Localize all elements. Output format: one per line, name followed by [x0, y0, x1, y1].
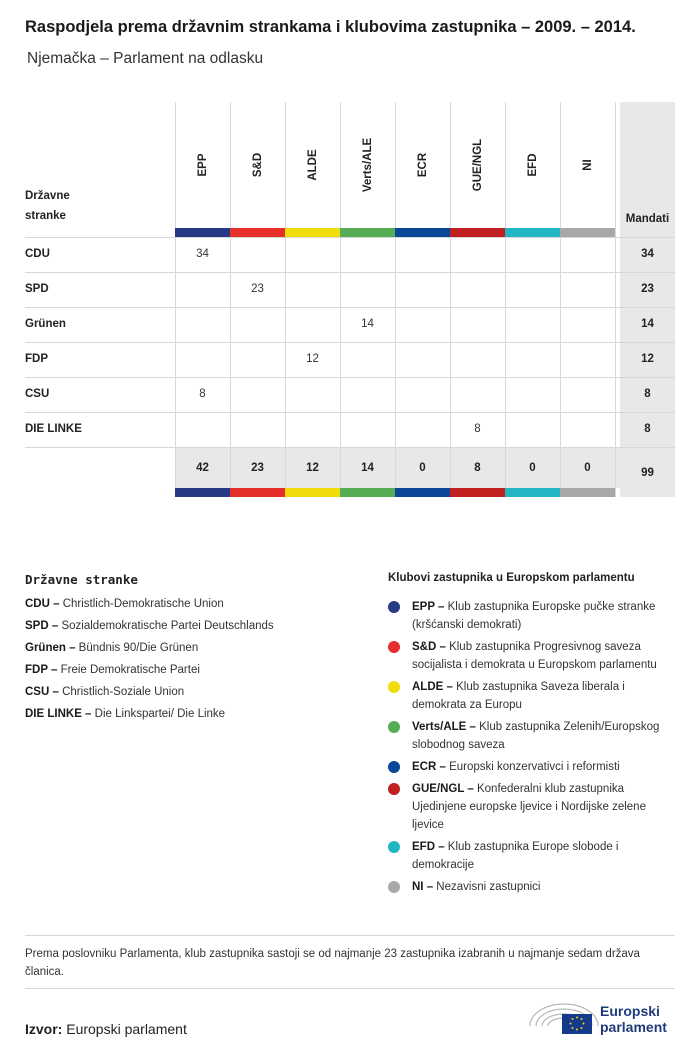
column-header: ALDE: [306, 149, 319, 181]
table-cell: [450, 342, 505, 377]
party-legend-item: DIE LINKE – Die Linkspartei/ Die Linke: [25, 708, 226, 720]
table-cell: [230, 377, 285, 412]
table-cell: [450, 307, 505, 342]
table-cell: 8: [474, 423, 481, 435]
group-color-stripe: [450, 228, 505, 237]
table-cell: [395, 412, 450, 447]
group-legend-title: Klubovi zastupnika u Europskom parlamentu: [388, 572, 635, 584]
group-color-dot-icon: [388, 601, 400, 613]
group-color-stripe: [230, 228, 285, 237]
party-legend-item: FDP – Freie Demokratische Partei: [25, 664, 200, 676]
table-cell: [560, 307, 615, 342]
page-subtitle: Njemačka – Parlament na odlasku: [27, 50, 264, 67]
total-mandati-cell: 99: [641, 467, 654, 479]
table-cell: [285, 307, 340, 342]
table-cell: [505, 307, 560, 342]
table-cell: [230, 412, 285, 447]
table-cell: [450, 272, 505, 307]
footnote: Prema poslovniku Parlamenta, klub zastupnika sastoji se od najmanje 23 zastupnika izabranih u najmanje sedam država članica.: [25, 948, 640, 978]
table-cell: 8: [199, 388, 206, 400]
column-divider: [615, 102, 616, 497]
table-cell: [175, 412, 230, 447]
table-cell: [230, 342, 285, 377]
table-cell: 34: [196, 248, 209, 260]
source-line: [25, 1021, 187, 1037]
group-color-dot-icon: [388, 881, 400, 893]
table-cell: [505, 342, 560, 377]
column-header: NI: [581, 159, 594, 171]
row-party-label: DIE LINKE: [25, 423, 82, 435]
group-legend-item: NI – Nezavisni zastupnici: [412, 881, 541, 893]
total-cell: 0: [584, 462, 591, 474]
group-color-stripe: [395, 228, 450, 237]
table-cell: [175, 272, 230, 307]
group-color-dot-icon: [388, 783, 400, 795]
table-cell: [505, 377, 560, 412]
group-legend-item: EFD – Klub zastupnika Europe slobode i demokracije: [412, 841, 619, 871]
group-color-stripe: [450, 488, 505, 497]
group-color-dot-icon: [388, 841, 400, 853]
column-header: EPP: [196, 153, 209, 177]
table-cell: [285, 237, 340, 272]
table-cell: [560, 237, 615, 272]
row-party-label: SPD: [25, 283, 49, 295]
group-legend-item: EPP – Klub zastupnika Europske pučke stranke (kršćanski demokrati): [412, 601, 656, 631]
logo-text: Europski parlament: [600, 1003, 667, 1035]
group-color-stripe: [175, 228, 230, 237]
group-color-stripe: [560, 488, 615, 497]
group-color-stripe: [505, 488, 560, 497]
group-color-stripe: [395, 488, 450, 497]
table-cell: [340, 342, 395, 377]
table-cell: [395, 342, 450, 377]
party-legend-title: Državne stranke: [25, 572, 138, 587]
table-cell: [560, 412, 615, 447]
group-legend-item: Verts/ALE – Klub zastupnika Zelenih/Europskog slobodnog saveza: [412, 721, 660, 751]
mandati-cell: 14: [641, 318, 654, 330]
group-color-dot-icon: [388, 721, 400, 733]
table-cell: [230, 237, 285, 272]
table-cell: [395, 377, 450, 412]
source-label: Izvor:: [25, 1021, 63, 1037]
group-color-stripe: [340, 488, 395, 497]
table-cell: [505, 237, 560, 272]
column-header: Verts/ALE: [361, 137, 374, 193]
mandati-cell: 12: [641, 353, 654, 365]
table-cell: [395, 237, 450, 272]
source-value: Europski parlament: [62, 1021, 187, 1037]
table-cell: [285, 272, 340, 307]
total-cell: 12: [306, 462, 319, 474]
total-cell: 0: [419, 462, 426, 474]
total-cell: 8: [474, 462, 481, 474]
page-title: Raspodjela prema državnim strankama i klubovima zastupnika – 2009. – 2014.: [25, 18, 636, 36]
row-party-label: CDU: [25, 248, 50, 260]
party-legend-item: CSU – Christlich-Soziale Union: [25, 686, 185, 698]
group-color-stripe: [560, 228, 615, 237]
group-legend-item: GUE/NGL – Konfederalni klub zastupnika Ujedinjene europske ljevice i Nordijske zelene ljevice: [412, 783, 646, 831]
row-party-label: FDP: [25, 353, 48, 365]
party-legend-item: SPD – Sozialdemokratische Partei Deutschlands: [25, 620, 274, 632]
table-cell: 14: [361, 318, 374, 330]
party-legend-item: CDU – Christlich-Demokratische Union: [25, 598, 224, 610]
table-cell: [230, 307, 285, 342]
table-cell: [450, 377, 505, 412]
divider: [25, 935, 675, 936]
group-legend-item: S&D – Klub zastupnika Progresivnog saveza socijalista i demokrata u Europskom parlamentu: [412, 641, 657, 671]
group-color-stripe: [285, 228, 340, 237]
group-legend-item: ECR – Europski konzervativci i reformisti: [412, 761, 620, 773]
total-cell: 0: [529, 462, 536, 474]
group-legend-item: ALDE – Klub zastupnika Saveza liberala i demokrata za Europu: [412, 681, 625, 711]
party-legend-item: Grünen – Bündnis 90/Die Grünen: [25, 642, 199, 654]
total-cell: 23: [251, 462, 264, 474]
mandati-cell: 8: [644, 388, 651, 400]
mandati-header: Mandati: [625, 213, 670, 225]
table-cell: [395, 272, 450, 307]
table-cell: 12: [306, 353, 319, 365]
mandati-cell: 23: [641, 283, 654, 295]
table-cell: [285, 412, 340, 447]
table-cell: [340, 377, 395, 412]
column-header: ECR: [416, 152, 429, 178]
mandati-cell: 34: [641, 248, 654, 260]
group-color-stripe: [505, 228, 560, 237]
group-color-stripe: [285, 488, 340, 497]
table-cell: [560, 272, 615, 307]
table-cell: [340, 237, 395, 272]
group-color-dot-icon: [388, 641, 400, 653]
total-cell: 42: [196, 462, 209, 474]
group-color-stripe: [175, 488, 230, 497]
table-cell: [340, 412, 395, 447]
divider: [25, 988, 675, 989]
table-cell: [175, 307, 230, 342]
group-color-dot-icon: [388, 761, 400, 773]
column-header: EFD: [526, 153, 539, 177]
table-cell: [175, 342, 230, 377]
column-header: GUE/NGL: [471, 138, 484, 192]
group-color-stripe: [230, 488, 285, 497]
group-color-dot-icon: [388, 681, 400, 693]
column-header: S&D: [251, 152, 264, 178]
table-cell: [340, 272, 395, 307]
table-cell: [505, 412, 560, 447]
mandati-cell: 8: [644, 423, 651, 435]
group-color-stripe: [340, 228, 395, 237]
table-cell: [505, 272, 560, 307]
row-party-label: CSU: [25, 388, 50, 400]
total-cell: 14: [361, 462, 374, 474]
table-cell: [450, 237, 505, 272]
table-cell: [395, 307, 450, 342]
table-cell: 23: [251, 283, 264, 295]
row-party-label: Grünen: [25, 318, 66, 330]
row-header-label: Državne stranke: [25, 190, 70, 222]
table-cell: [285, 377, 340, 412]
table-cell: [560, 342, 615, 377]
table-cell: [560, 377, 615, 412]
